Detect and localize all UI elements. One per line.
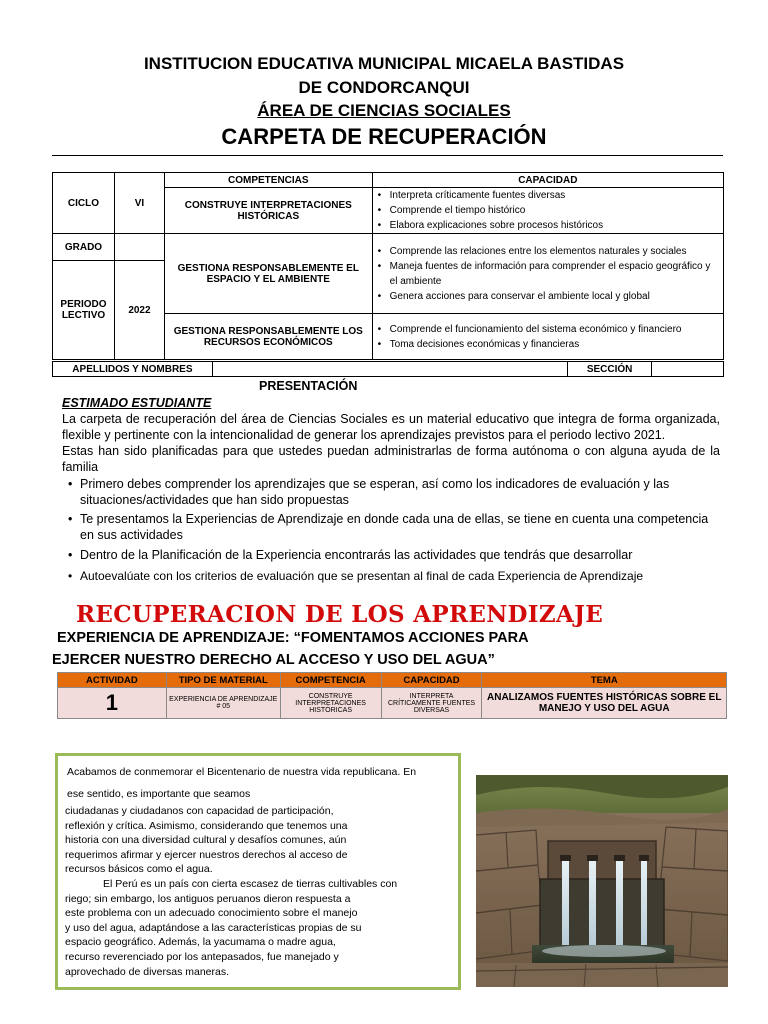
capacidad-item: • Genera acciones para conservar el ambiente local y global bbox=[390, 289, 720, 304]
area-title: ÁREA DE CIENCIAS SOCIALES bbox=[257, 101, 511, 120]
capacidad-item: • Interpreta críticamente fuentes diversas bbox=[390, 188, 720, 203]
competencia-cell: CONSTRUYE INTERPRETACIONES HISTÓRICAS bbox=[280, 688, 381, 719]
seccion-label: SECCIÓN bbox=[568, 362, 652, 377]
paragraph: Estas han sido planificadas para que ustedes puedan administrarlas de forma autónoma o con alguna ayuda de la familia bbox=[62, 444, 720, 474]
reading-line: requerimos afirmar y ejercer nuestros derechos al acceso de bbox=[65, 848, 348, 861]
grado-value bbox=[114, 234, 164, 261]
title-rule bbox=[52, 155, 723, 156]
bullet-item: • Dentro de la Planificación de la Experiencia encontrarás las actividades que tendrás que desarrollar bbox=[62, 547, 720, 563]
capacidad-item: • Comprende las relaciones entre los elementos naturales y sociales bbox=[390, 244, 720, 259]
periodo-label: PERIODO LECTIVO bbox=[53, 261, 115, 360]
activity-number: 1 bbox=[58, 688, 167, 719]
reading-line: reflexión y crítica. Asimismo, considerando que tenemos una bbox=[65, 819, 348, 832]
reading-line: riego; sin embargo, los antiguos peruanos dieron respuesta a bbox=[65, 892, 351, 905]
greeting: ESTIMADO ESTUDIANTE bbox=[62, 396, 212, 410]
apellidos-field[interactable] bbox=[212, 362, 567, 377]
capacidad-header: CAPACIDAD bbox=[372, 173, 723, 188]
ciclo-value: VI bbox=[114, 173, 164, 234]
capacidad-cell: INTERPRETA CRÍTICAMENTE FUENTES DIVERSAS bbox=[381, 688, 482, 719]
experiencia-title-line2: EJERCER NUESTRO DERECHO AL ACCESO Y USO DEL AGUA” bbox=[52, 652, 495, 668]
reading-line: recurso reverenciado por los antepasados, fue manejado y bbox=[65, 950, 339, 963]
tema-cell: ANALIZAMOS FUENTES HISTÓRICAS SOBRE EL MANEJO Y USO DEL AGUA bbox=[482, 688, 727, 719]
activity-table bbox=[57, 672, 727, 719]
student-row bbox=[52, 361, 724, 377]
capacidad-item: • Comprende el tiempo histórico bbox=[390, 203, 720, 218]
paragraph: La carpeta de recuperación del área de Ciencias Sociales es un material educativo que integra de forma organizada, flexible y pertinente con la intencionalidad de generar los aprendizajes previstos para el periodo lectivo 2021. bbox=[62, 412, 720, 442]
reading-box bbox=[55, 753, 461, 990]
capacidad-list bbox=[372, 314, 723, 360]
bullet-item: • Autoevalúate con los criterios de evaluación que se presentan al final de cada Experiencia de Aprendizaje bbox=[62, 568, 720, 584]
capacidad-list bbox=[372, 234, 723, 314]
info-table bbox=[52, 172, 724, 360]
competencia-name: CONSTRUYE INTERPRETACIONES HISTÓRICAS bbox=[164, 188, 372, 234]
school-name: INSTITUCION EDUCATIVA MUNICIPAL MICAELA BASTIDAS bbox=[143, 54, 625, 73]
grado-label: GRADO bbox=[53, 234, 115, 261]
ciclo-label: CICLO bbox=[53, 173, 115, 234]
reading-line: ese sentido, es importante que seamos bbox=[67, 788, 251, 800]
reading-line: recursos básicos como el agua. bbox=[65, 863, 213, 876]
school-name-line2: DE CONDORCANQUI bbox=[298, 78, 470, 97]
inca-fountain-photo bbox=[476, 775, 728, 987]
bullet-item: • Primero debes comprender los aprendizajes que se esperan, así como los indicadores de evaluación y las situaciones/actividades que han sido propuestas bbox=[62, 476, 720, 508]
experiencia-title: EXPERIENCIA DE APRENDIZAJE: “FOMENTAMOS ACCIONES PARA bbox=[57, 630, 529, 646]
presentation-heading: PRESENTACIÓN bbox=[259, 379, 358, 393]
reading-line: El Perú es un país con cierta escasez de tierras cultivables con bbox=[103, 877, 398, 890]
reading-line: espacio geográfico. Además, la yacumama o madre agua, bbox=[65, 936, 336, 949]
material-type: EXPERIENCIA DE APRENDIZAJE # 05 bbox=[166, 688, 280, 719]
reading-line: ciudadanas y ciudadanos con capacidad de participación, bbox=[65, 805, 334, 817]
reading-line: historia con una diversidad cultural y desafíos comunes, aún bbox=[65, 834, 347, 847]
seccion-field[interactable] bbox=[652, 362, 724, 377]
reading-line: este problema con un adecuado conocimiento sobre el manejo bbox=[65, 907, 358, 920]
capacidad-item: • Toma decisiones económicas y financieras bbox=[390, 337, 720, 352]
competencias-header: COMPETENCIAS bbox=[164, 173, 372, 188]
periodo-value: 2022 bbox=[114, 261, 164, 360]
competencia-name: GESTIONA RESPONSABLEMENTE EL ESPACIO Y EL AMBIENTE bbox=[164, 234, 372, 314]
competencia-name: GESTIONA RESPONSABLEMENTE LOS RECURSOS ECONÓMICOS bbox=[164, 314, 372, 360]
capacidad-item: • Elabora explicaciones sobre procesos históricos bbox=[390, 218, 720, 233]
reading-line: y uso del agua, adaptándose a las características propias de su bbox=[65, 921, 362, 934]
bullet-item: • Te presentamos la Experiencias de Aprendizaje en donde cada una de ellas, se tiene en cuenta una competencia en sus actividades bbox=[62, 511, 720, 543]
capacidad-list bbox=[372, 188, 723, 234]
col-header: ACTIVIDAD bbox=[58, 673, 167, 688]
col-header: COMPETENCIA bbox=[280, 673, 381, 688]
presentation-body bbox=[62, 395, 720, 584]
col-header: TIPO DE MATERIAL bbox=[166, 673, 280, 688]
col-header: TEMA bbox=[482, 673, 727, 688]
capacidad-item: • Maneja fuentes de información para comprender el espacio geográfico y el ambiente bbox=[390, 259, 720, 289]
reading-body bbox=[65, 804, 397, 979]
reading-line: Acabamos de conmemorar el Bicentenario de nuestra vida republicana. En bbox=[67, 766, 417, 778]
capacidad-item: • Comprende el funcionamiento del sistema económico y financiero bbox=[390, 322, 720, 337]
col-header: CAPACIDAD bbox=[381, 673, 482, 688]
reading-line: aprovechado de diversas maneras. bbox=[65, 965, 230, 978]
apellidos-label: APELLIDOS Y NOMBRES bbox=[53, 362, 213, 377]
banner-title: RECUPERACION DE LOS APRENDIZAJE bbox=[76, 601, 604, 628]
page-title: CARPETA DE RECUPERACIÓN bbox=[221, 124, 547, 149]
